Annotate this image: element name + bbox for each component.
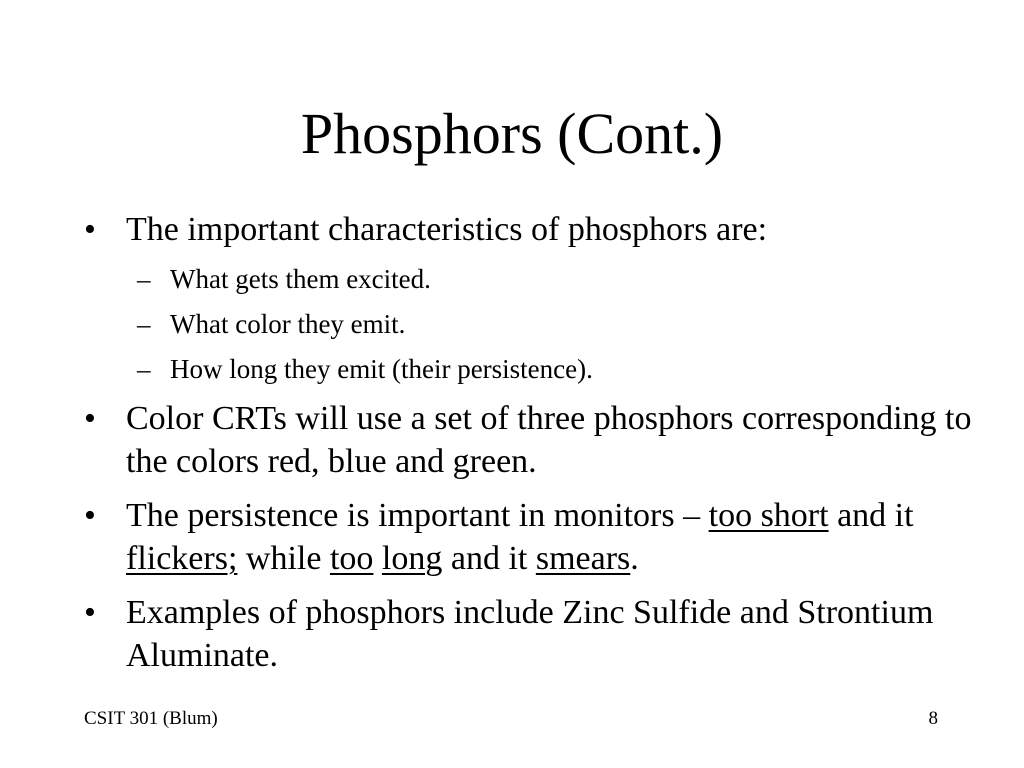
text-segment: while <box>237 540 330 577</box>
slide-content <box>84 208 984 688</box>
underlined-text: flickers; <box>126 540 238 577</box>
slide-title: Phosphors (Cont.) <box>300 101 724 166</box>
dash-icon: – <box>137 354 151 384</box>
footer-course: CSIT 301 (Blum) <box>84 708 218 729</box>
bullet-icon: • <box>84 497 96 534</box>
bullet-text: The important characteristics of phosphors are: <box>126 211 768 248</box>
bullet-item <box>84 208 984 251</box>
sub-bullet-text: What gets them excited. <box>170 264 431 294</box>
bullet-item <box>84 591 984 677</box>
sub-bullet-item <box>84 352 984 386</box>
bullet-icon: • <box>84 594 96 631</box>
sub-bullet-text: How long they emit (their persistence). <box>170 354 593 384</box>
text-segment: . <box>630 540 639 577</box>
text-segment: and it <box>442 540 536 577</box>
bullet-text <box>126 497 914 577</box>
bullet-item <box>84 397 984 483</box>
bullet-text: Examples of phosphors include Zinc Sulfide and Strontium Aluminate. <box>126 594 934 674</box>
underlined-text: too <box>329 540 374 577</box>
dash-icon: – <box>137 264 151 294</box>
sub-bullet-text: What color they emit. <box>170 309 406 339</box>
text-segment: The persistence is important in monitors – <box>126 497 709 534</box>
underlined-text: too short <box>708 497 829 534</box>
text-segment <box>373 540 382 577</box>
bullet-text: Color CRTs will use a set of three phosphors corresponding to the colors red, blue and green. <box>126 400 972 480</box>
text-segment: and it <box>828 497 914 534</box>
sub-bullet-item <box>84 307 984 341</box>
footer-page-number: 8 <box>928 708 938 729</box>
bullet-icon: • <box>84 400 96 437</box>
dash-icon: – <box>137 309 151 339</box>
sub-bullet-list <box>84 262 984 386</box>
sub-bullet-item <box>84 262 984 296</box>
underlined-text: long <box>381 540 443 577</box>
bullet-icon: • <box>84 211 96 248</box>
underlined-text: smears <box>535 540 631 577</box>
bullet-item <box>84 494 984 580</box>
